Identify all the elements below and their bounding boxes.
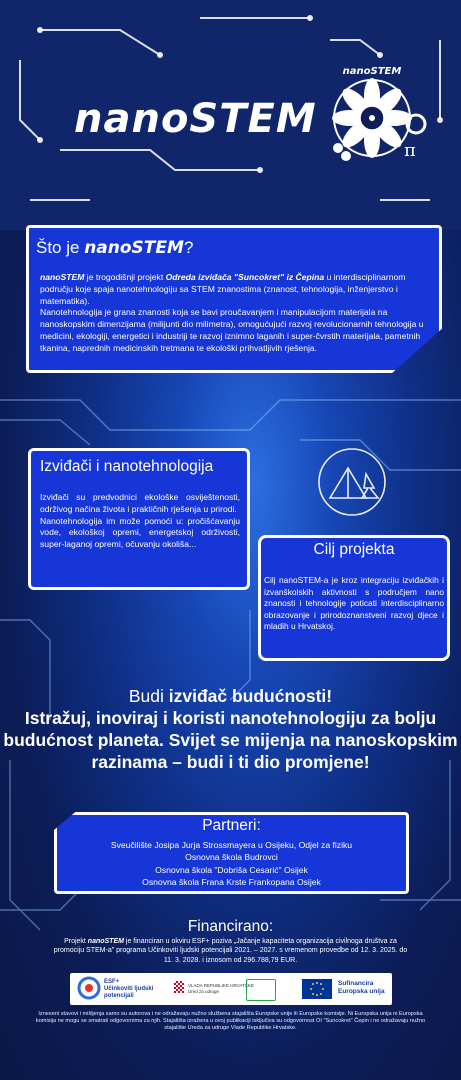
emblem-label: nanoSTEM bbox=[342, 66, 402, 77]
government-office-logo: VLADA REPUBLIKE HRVATSKE Ured za udruge bbox=[188, 983, 254, 994]
project-emblem bbox=[332, 66, 425, 161]
poster-title: nanoSTEM bbox=[74, 96, 317, 142]
eu-cofunding-text: Sufinancira Europska unija bbox=[338, 980, 385, 995]
scouts-heading: Izviđači i nanotehnologija bbox=[40, 458, 214, 475]
partner-item: Osnovna škola "Dobriša Cesarić" Osijek bbox=[155, 864, 308, 875]
funding-logos bbox=[70, 973, 392, 1005]
esf-logo-text: ESF+ Učinkoviti ljudski potencijali bbox=[104, 979, 154, 999]
partner-item: Osnovna škola Frana Krste Frankopana Osijek bbox=[142, 877, 321, 888]
goal-text: Cilj nanoSTEM-a je kroz integraciju izviđačkih i izvanškolskih aktivnosti s područjem nano znanosti i tehnologije poticati interdisciplinarno obrazovanje i prirodoznanstveni razvoj djece i mladih u Hrvatskoj. bbox=[264, 575, 444, 632]
croatian-coat-of-arms-icon bbox=[174, 981, 184, 993]
eu-flag-icon bbox=[302, 979, 332, 999]
what-is-heading: Što je nanoSTEM? bbox=[36, 238, 194, 258]
goal-heading: Cilj projekta bbox=[313, 541, 395, 558]
foundation-logo-icon bbox=[246, 979, 276, 1001]
partners-list bbox=[54, 839, 409, 889]
slogan: Budi izviđač budućnosti! Istražuj, inoviraj i koristi nanotehnologiju za bolju budućnost planeta. Svijet se mijenja na nanoskopskim razinama – budi i ti dio promjene! bbox=[3, 686, 458, 772]
partners-heading: Partneri: bbox=[202, 817, 261, 834]
esf-logo-icon bbox=[76, 976, 102, 1000]
svg-text:π: π bbox=[404, 140, 416, 161]
financing-text: Projekt nanoSTEM je financiran u okviru ESF+ poziva „Jačanje kapaciteta organizacija civilnoga društva za promociju STEM-a" programa Učinkoviti ljudski potencijali 2021. – 2027. s vremenom provedbe od 12. 3. 2025. do 11. 3. 2028. i iznosom od 296.788,79 EUR. bbox=[53, 938, 408, 964]
partner-item: Osnovna škola Budrovci bbox=[185, 852, 278, 863]
tent-emblem bbox=[319, 449, 385, 515]
financing-heading: Financirano: bbox=[187, 918, 274, 935]
partner-item: Sveučilište Josipa Jurja Strossmayera u Osijeku, Odjel za fiziku bbox=[110, 840, 353, 850]
disclaimer-text: Izneseni stavovi i mišljenja samo su autorova i ne odražavaju nužno službena stajališta Europske unije ili Europske komisije. Ni Europska unija ni Europska komisija ne mogu se smatrati odgovornima za njih. Stajališta izražena u ovoj publikaciji isključiva su odgovornost OI "Suncokret" Čepin i ne odražavaju nužno stajalište Ureda za udruge Vlade Republike Hrvatske. bbox=[35, 1011, 426, 1032]
scouts-text: Izviđači su predvodnici ekološke osviještenosti, održivog načina života i praktičnih rješenja u prirodi. Nanotehnologija im može pomoći u: pročišćavanju vode, ekološkoj opremi, energetskoj održivosti, super-laganoj opremi, očuvanju okoliša... bbox=[40, 492, 240, 550]
what-is-text: nanoSTEM je trogodišnji projekt Odreda izviđača "Suncokret" iz Čepina u interdisciplinarnom području koje spaja nanotehnologiju sa STEM znanostima (znanost, tehnologija, inženjerstvo i matematika). Nanotehnologija je grana znanosti koja se bavi proučavanjem i manipulacijom materijala na nanoskopskim dimenzijama (milijunti dio milimetra), omogućujući razvoj revolucionarnih tehnologija u medicini, ekologiji, energetici i industriji te razvoj iznimno laganih i super-čvrstih materijala, pametnih tkanina, naprednih medicinskih tretmana te ekološki prihvatljivih rješenja. bbox=[40, 272, 424, 353]
